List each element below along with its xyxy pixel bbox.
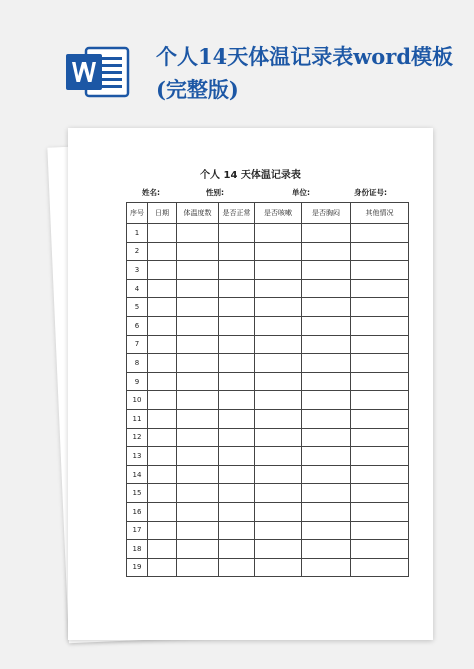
- table-cell[interactable]: [177, 540, 219, 559]
- table-cell[interactable]: [148, 372, 177, 391]
- table-cell[interactable]: [255, 391, 302, 410]
- table-cell[interactable]: [219, 558, 255, 577]
- table-cell[interactable]: [255, 428, 302, 447]
- table-cell[interactable]: [255, 558, 302, 577]
- row-number: 12: [127, 428, 148, 447]
- table-cell[interactable]: [302, 279, 351, 298]
- table-cell[interactable]: [177, 354, 219, 373]
- table-cell[interactable]: [148, 428, 177, 447]
- table-cell[interactable]: [148, 447, 177, 466]
- table-cell[interactable]: [255, 502, 302, 521]
- table-cell[interactable]: [302, 261, 351, 280]
- table-cell[interactable]: [177, 502, 219, 521]
- table-cell[interactable]: [351, 242, 409, 261]
- table-cell[interactable]: [219, 428, 255, 447]
- table-row: [127, 391, 409, 410]
- table-cell[interactable]: [148, 391, 177, 410]
- table-cell[interactable]: [148, 465, 177, 484]
- table-cell[interactable]: [177, 279, 219, 298]
- table-cell[interactable]: [255, 372, 302, 391]
- table-cell[interactable]: [219, 372, 255, 391]
- table-cell[interactable]: [219, 335, 255, 354]
- table-cell[interactable]: [177, 298, 219, 317]
- table-cell[interactable]: [148, 502, 177, 521]
- table-row: [127, 298, 409, 317]
- table-row: [127, 224, 409, 243]
- table-cell[interactable]: [302, 354, 351, 373]
- document-title: 个人 14 天体温记录表: [200, 170, 301, 181]
- table-cell[interactable]: [177, 521, 219, 540]
- table-row: [127, 521, 409, 540]
- table-row: [127, 558, 409, 577]
- table-cell[interactable]: [148, 354, 177, 373]
- table-row: [127, 428, 409, 447]
- table-cell[interactable]: [351, 261, 409, 280]
- table-cell[interactable]: [351, 391, 409, 410]
- table-cell[interactable]: [177, 465, 219, 484]
- row-number: 5: [127, 298, 148, 317]
- table-row: [127, 242, 409, 261]
- table-cell[interactable]: [177, 242, 219, 261]
- row-number: 3: [127, 261, 148, 280]
- table-cell[interactable]: [351, 354, 409, 373]
- table-cell[interactable]: [351, 279, 409, 298]
- row-number: 7: [127, 335, 148, 354]
- table-cell[interactable]: [302, 316, 351, 335]
- table-cell[interactable]: [148, 224, 177, 243]
- table-cell[interactable]: [351, 465, 409, 484]
- table-cell[interactable]: [148, 409, 177, 428]
- table-cell[interactable]: [219, 447, 255, 466]
- table-cell[interactable]: [148, 242, 177, 261]
- row-number: 11: [127, 409, 148, 428]
- table-cell[interactable]: [302, 465, 351, 484]
- table-cell[interactable]: [302, 335, 351, 354]
- table-cell[interactable]: [255, 465, 302, 484]
- table-cell[interactable]: [177, 335, 219, 354]
- table-cell[interactable]: [255, 261, 302, 280]
- row-number: 18: [127, 540, 148, 559]
- table-cell[interactable]: [219, 298, 255, 317]
- table-cell[interactable]: [255, 484, 302, 503]
- table-cell[interactable]: [302, 391, 351, 410]
- row-number: 1: [127, 224, 148, 243]
- table-row: [127, 372, 409, 391]
- table-row: [127, 484, 409, 503]
- row-number: 4: [127, 279, 148, 298]
- table-row: [127, 447, 409, 466]
- table-row: [127, 409, 409, 428]
- table-cell[interactable]: [351, 540, 409, 559]
- column-header: 是否胸闷: [302, 203, 351, 224]
- table-cell[interactable]: [255, 521, 302, 540]
- gender-field-label: 性别:: [206, 188, 224, 197]
- table-cell[interactable]: [219, 279, 255, 298]
- row-number: 8: [127, 354, 148, 373]
- table-cell[interactable]: [255, 447, 302, 466]
- table-cell[interactable]: [219, 224, 255, 243]
- table-cell[interactable]: [219, 316, 255, 335]
- row-number: 10: [127, 391, 148, 410]
- table-cell[interactable]: [177, 224, 219, 243]
- table-cell[interactable]: [351, 484, 409, 503]
- table-row: [127, 261, 409, 280]
- table-cell[interactable]: [219, 409, 255, 428]
- table-cell[interactable]: [351, 521, 409, 540]
- table-cell[interactable]: [148, 335, 177, 354]
- table-cell[interactable]: [302, 540, 351, 559]
- column-header: 体温度数: [177, 203, 219, 224]
- document-page: [68, 128, 433, 640]
- table-cell[interactable]: [302, 521, 351, 540]
- table-cell[interactable]: [302, 502, 351, 521]
- table-cell[interactable]: [148, 298, 177, 317]
- table-cell[interactable]: [302, 484, 351, 503]
- table-cell[interactable]: [219, 540, 255, 559]
- table-cell[interactable]: [255, 540, 302, 559]
- table-cell[interactable]: [302, 409, 351, 428]
- word-icon: [64, 44, 130, 100]
- table-cell[interactable]: [219, 354, 255, 373]
- table-cell[interactable]: [255, 242, 302, 261]
- column-header: 序号: [127, 203, 148, 224]
- table-cell[interactable]: [255, 354, 302, 373]
- table-cell[interactable]: [255, 335, 302, 354]
- column-header: 是否咳嗽: [255, 203, 302, 224]
- table-cell[interactable]: [302, 242, 351, 261]
- table-cell[interactable]: [351, 558, 409, 577]
- table-cell[interactable]: [177, 558, 219, 577]
- table-cell[interactable]: [148, 540, 177, 559]
- unit-field-label: 单位:: [292, 188, 310, 197]
- table-cell[interactable]: [351, 298, 409, 317]
- banner-title: 个人14天体温记录表word模板(完整版): [156, 44, 454, 102]
- table-cell[interactable]: [351, 316, 409, 335]
- table-row: [127, 540, 409, 559]
- row-number: 19: [127, 558, 148, 577]
- table-cell[interactable]: [255, 224, 302, 243]
- table-header-row: [127, 203, 409, 224]
- table-cell[interactable]: [177, 428, 219, 447]
- table-cell[interactable]: [148, 558, 177, 577]
- table-cell[interactable]: [302, 447, 351, 466]
- table-cell[interactable]: [219, 242, 255, 261]
- table-cell[interactable]: [219, 391, 255, 410]
- table-cell[interactable]: [302, 428, 351, 447]
- temperature-log-table: [126, 202, 409, 577]
- table-cell[interactable]: [351, 502, 409, 521]
- table-cell[interactable]: [219, 484, 255, 503]
- table-cell[interactable]: [255, 409, 302, 428]
- table-row: [127, 354, 409, 373]
- table-cell[interactable]: [351, 447, 409, 466]
- table-cell[interactable]: [177, 316, 219, 335]
- table-cell[interactable]: [302, 558, 351, 577]
- table-cell[interactable]: [302, 224, 351, 243]
- row-number: 14: [127, 465, 148, 484]
- table-cell[interactable]: [177, 261, 219, 280]
- row-number: 6: [127, 316, 148, 335]
- row-number: 2: [127, 242, 148, 261]
- column-header: 其他情况: [351, 203, 409, 224]
- table-cell[interactable]: [351, 335, 409, 354]
- table-cell[interactable]: [351, 428, 409, 447]
- table-cell[interactable]: [219, 521, 255, 540]
- column-header: 日期: [148, 203, 177, 224]
- table-cell[interactable]: [148, 484, 177, 503]
- row-number: 13: [127, 447, 148, 466]
- table-cell[interactable]: [177, 372, 219, 391]
- table-cell[interactable]: [148, 521, 177, 540]
- table-body: [127, 224, 409, 577]
- table-cell[interactable]: [177, 447, 219, 466]
- table-cell[interactable]: [148, 316, 177, 335]
- table-cell[interactable]: [255, 316, 302, 335]
- table-row: [127, 316, 409, 335]
- table-cell[interactable]: [177, 484, 219, 503]
- row-number: 17: [127, 521, 148, 540]
- table-cell[interactable]: [302, 372, 351, 391]
- column-header: 是否正常: [219, 203, 255, 224]
- table-row: [127, 465, 409, 484]
- table-cell[interactable]: [302, 298, 351, 317]
- table-cell[interactable]: [148, 261, 177, 280]
- table-cell[interactable]: [177, 391, 219, 410]
- table-row: [127, 502, 409, 521]
- id-number-field-label: 身份证号:: [354, 188, 387, 197]
- table-cell[interactable]: [351, 224, 409, 243]
- row-number: 16: [127, 502, 148, 521]
- table-cell[interactable]: [177, 409, 219, 428]
- table-cell[interactable]: [255, 298, 302, 317]
- table-cell[interactable]: [219, 465, 255, 484]
- table-row: [127, 279, 409, 298]
- table-cell[interactable]: [219, 261, 255, 280]
- table-cell[interactable]: [148, 279, 177, 298]
- row-number: 15: [127, 484, 148, 503]
- table-cell[interactable]: [255, 279, 302, 298]
- table-cell[interactable]: [351, 372, 409, 391]
- name-field-label: 姓名:: [142, 188, 160, 197]
- table-cell[interactable]: [219, 502, 255, 521]
- table-row: [127, 335, 409, 354]
- table-cell[interactable]: [351, 409, 409, 428]
- row-number: 9: [127, 372, 148, 391]
